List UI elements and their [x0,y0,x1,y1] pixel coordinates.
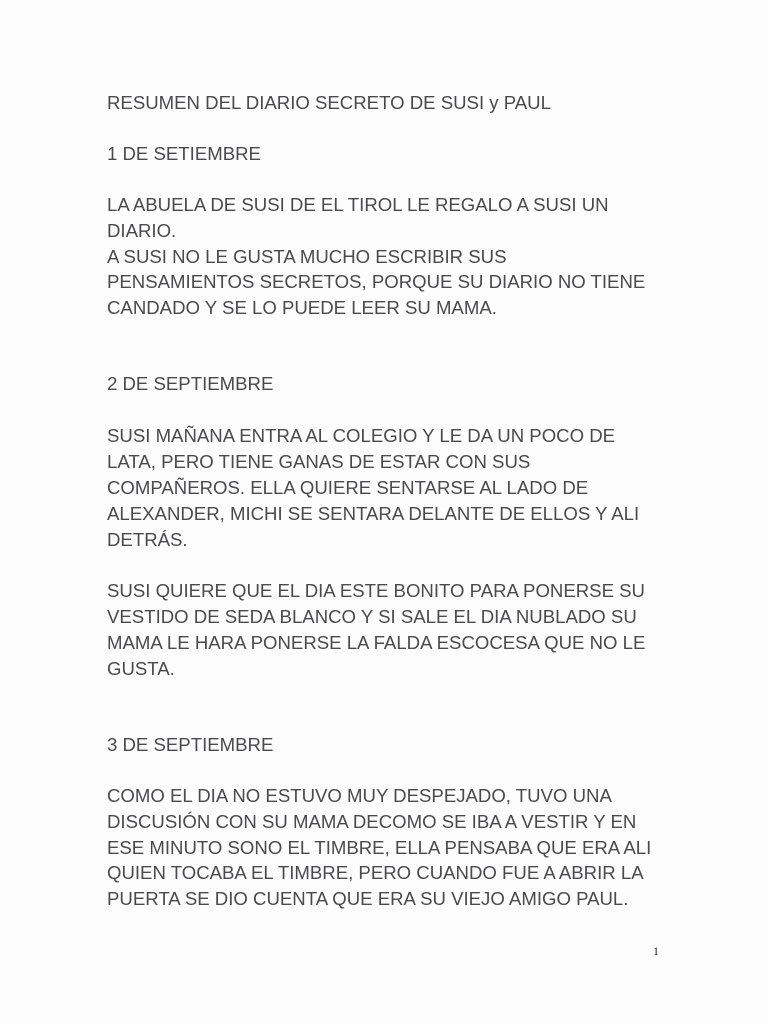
paragraph-line: VESTIDO DE SEDA BLANCO Y SI SALE EL DIA NUBLADO SU [107,606,637,627]
paragraph-line: ALEXANDER, MICHI SE SENTARA DELANTE DE ELLOS Y ALI [107,503,640,524]
paragraph-line: GUSTA. [107,658,175,679]
paragraph-line: COMPAÑEROS. ELLA QUIERE SENTARSE AL LADO DE [107,477,589,498]
paragraph-line: LA ABUELA DE SUSI DE EL TIROL LE REGALO A SUSI UN [107,194,609,215]
paragraph-line: QUIEN TOCABA EL TIMBRE, PERO CUANDO FUE A ABRIR LA [107,862,644,883]
paragraph-line: DIARIO. [107,220,177,241]
document-title: RESUMEN DEL DIARIO SECRETO DE SUSI y PAUL [107,92,551,113]
paragraph-line: COMO EL DIA NO ESTUVO MUY DESPEJADO, TUVO UNA [107,785,612,806]
paragraph-line: SUSI QUIERE QUE EL DIA ESTE BONITO PARA PONERSE SU [107,580,645,601]
paragraph-line: PUERTA SE DIO CUENTA QUE ERA SU VIEJO AMIGO PAUL. [107,888,629,909]
paragraph-line: SUSI MAÑANA ENTRA AL COLEGIO Y LE DA UN POCO DE [107,425,616,446]
paragraph-line: ESE MINUTO SONO EL TIMBRE, ELLA PENSABA QUE ERA ALI [107,837,652,858]
paragraph-line: MAMA LE HARA PONERSE LA FALDA ESCOCESA QUE NO LE [107,632,646,653]
entry-date: 1 DE SETIEMBRE [107,143,261,164]
entry-date: 2 DE SEPTIEMBRE [107,373,274,394]
entry-date: 3 DE SEPTIEMBRE [107,734,274,755]
paragraph-line: CANDADO Y SE LO PUEDE LEER SU MAMA. [107,297,497,318]
paragraph-line: DETRÁS. [107,529,188,550]
paragraph-line: DISCUSIÓN CON SU MAMA DECOMO SE IBA A VESTIR Y EN [107,811,637,832]
page-number: 1 [653,944,659,958]
paragraph-line: LATA, PERO TIENE GANAS DE ESTAR CON SUS [107,451,531,472]
paragraph-line: A SUSI NO LE GUSTA MUCHO ESCRIBIR SUS [107,246,507,267]
paragraph-line: PENSAMIENTOS SECRETOS, PORQUE SU DIARIO NO TIENE [107,271,646,292]
